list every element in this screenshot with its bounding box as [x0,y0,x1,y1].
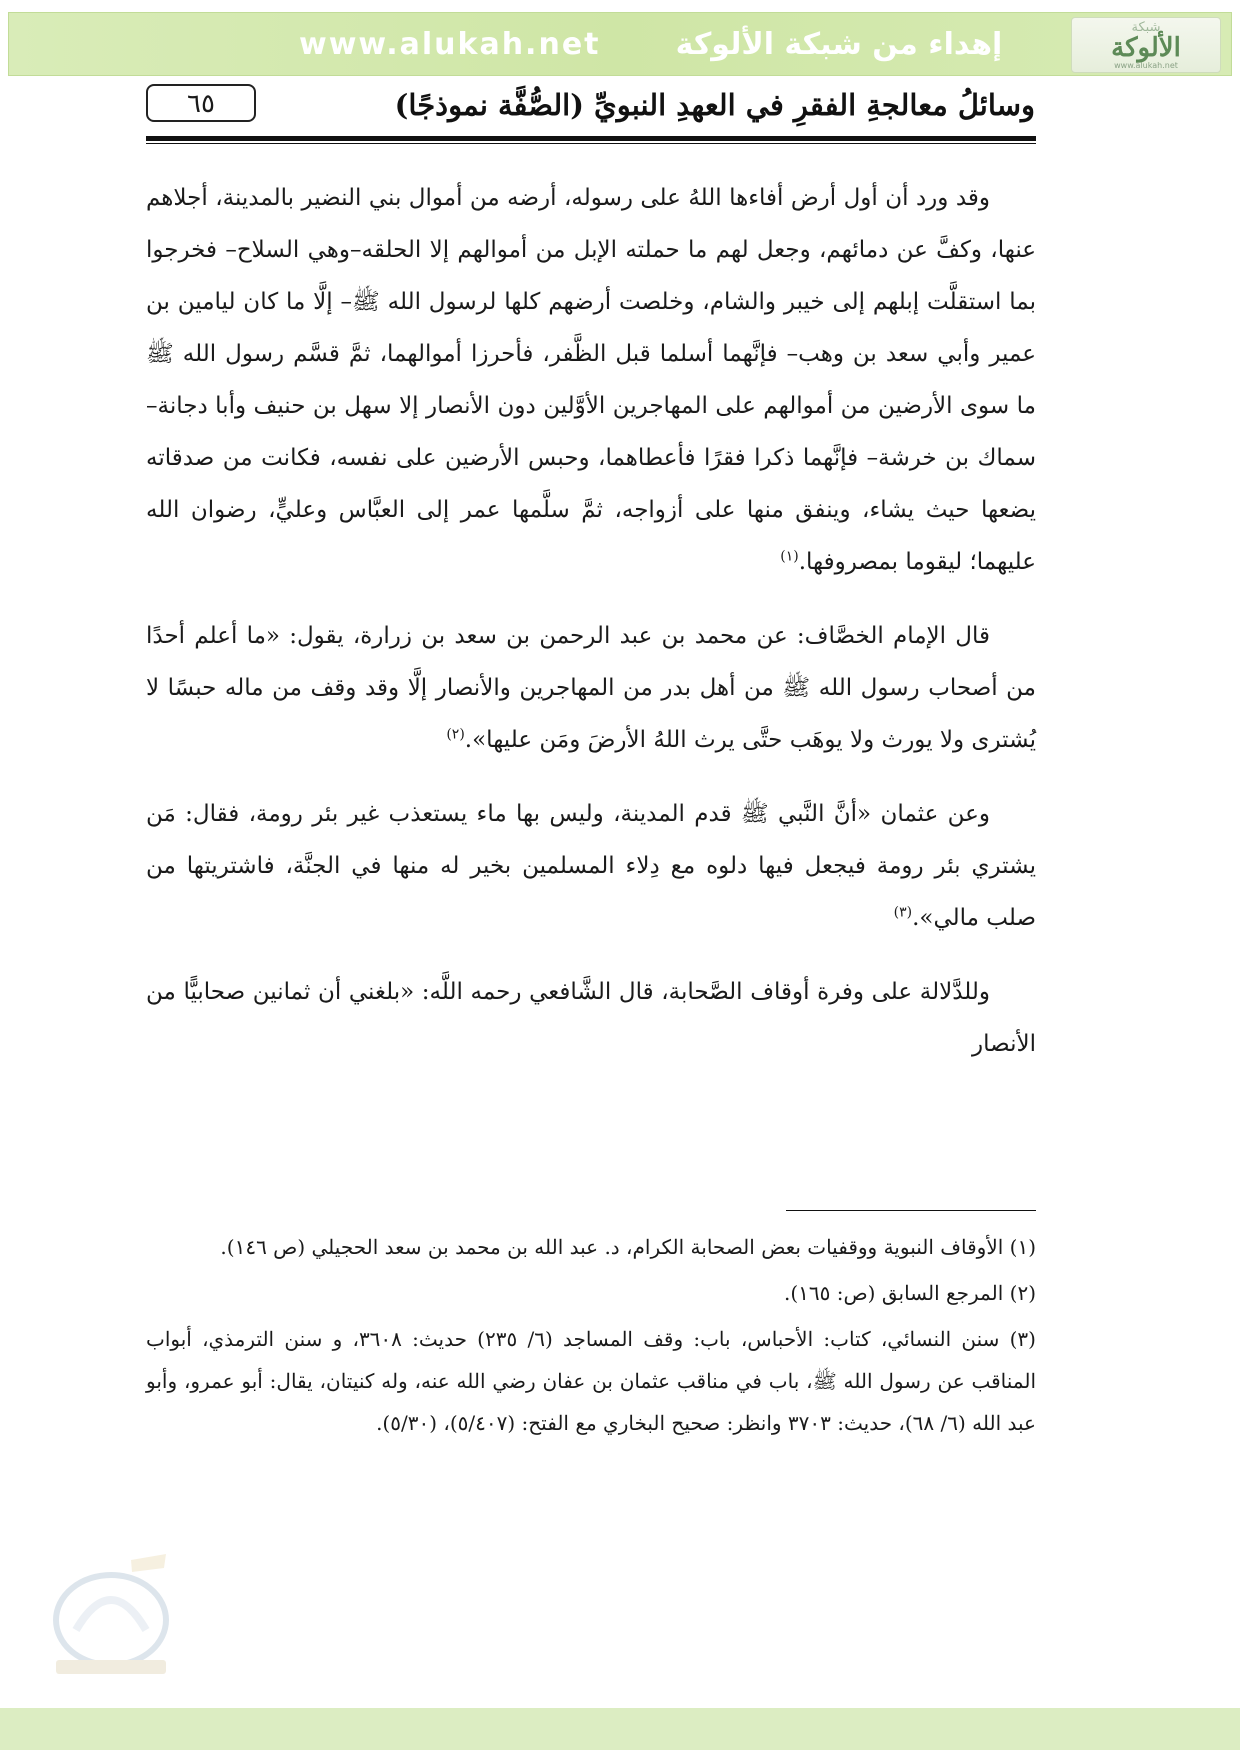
page-header-title: وسائلُ معالجةِ الفقرِ في العهدِ النبويِّ (الصُّفَّة نموذجًا) [394,88,1035,122]
alukah-logo[interactable] [1071,17,1221,73]
footnote-ref: (٣) [893,904,913,921]
footnote-separator [786,1210,1036,1211]
banner-url[interactable]: www.alukah.net [299,27,601,62]
paragraph-text: وعن عثمان «أنَّ النَّبي ﷺ قدم المدينة، وليس بها ماء يستعذب غير بئر رومة، فقال: مَن يشتري بئر رومة فيجعل فيها دلوه مع دِلاء المسلمين بخير له منها في الجنَّة، فاشتريتها من صلب مالي». [146,801,1036,931]
footnote-ref: (٢) [446,726,465,743]
footnote: (٣) سنن النسائي، كتاب: الأحباس، باب: وقف المساجد (٦/ ٢٣٥) حديث: ٣٦٠٨، و سنن الترمذي، أبواب المناقب عن رسول الله ﷺ، باب في مناقب عثمان بن عفان رضي الله عنه، وله كنيتان، يقال: أبو عمرو، وأبو عبد الله (٦/ ٦٨)، حديث: ٣٧٠٣ وانظر: صحيح البخاري مع الفتح: (٥/٤٠٧)، (٥/٣٠). [146,1327,1036,1435]
logo-sub-text: www.alukah.net [1114,61,1178,70]
logo-main-text: الألوكة [1111,33,1181,63]
footnotes [146,1226,1036,1448]
footnote: (١) الأوقاف النبوية ووقفيات بعض الصحابة الكرام، د. عبد الله بن محمد بن سعد الحجيلي (ص ١٤٦). [220,1235,1036,1259]
paragraph [146,788,1036,944]
paragraph [146,610,1036,766]
paragraph-text: وللدَّلالة على وفرة أوقاف الصَّحابة، قال الشَّافعي رحمه اللَّه: «بلغني أن ثمانين صحابيًّا من الأنصار [146,979,1036,1057]
header-rule [146,136,1036,141]
new-exclusive-watermark-icon [36,1550,186,1680]
top-banner [8,12,1232,76]
footnote-ref: (١) [780,548,799,565]
paragraph-text: قال الإمام الخصَّاف: عن محمد بن عبد الرحمن بن سعد بن زرارة، يقول: «ما أعلم أحدًا من أصحاب رسول الله ﷺ من أهل بدر من المهاجرين والأنصار إلَّا وقد وقف من ماله حبسًا لا يُشترى ولا يورث ولا يوهَب حتَّى يرث اللهُ الأرضَ ومَن عليها». [146,623,1036,753]
main-text [146,172,1036,1092]
banner-gift-text: إهداء من شبكة الألوكة [675,27,1003,62]
bottom-strip [0,1708,1240,1750]
page-number: ٦٥ [146,84,256,122]
header-rule-thin [146,143,1036,144]
footnote: (٢) المرجع السابق (ص: ١٦٥). [783,1281,1036,1305]
paragraph [146,966,1036,1070]
paragraph [146,172,1036,588]
logo-top-text: شبكة [1131,20,1161,35]
paragraph-text: وقد ورد أن أول أرض أفاءها اللهُ على رسوله، أرضه من أموال بني النضير بالمدينة، أجلاهم عنها، وكفَّ عن دمائهم، وجعل لهم ما حملته الإبل من أموالهم إلا الحلقه–وهي السلاح– فخرجوا بما استقلَّت إبلهم إلى خيبر والشام، وخلصت أرضهم كلها لرسول الله ﷺ– إلَّا ما كان ليامين بن عمير وأبي سعد بن وهب– فإنَّهما أسلما قبل الظَّفر، فأحرزا أموالهما، ثمَّ قسَّم رسول الله ﷺ ما سوى الأرضين من أموالهم على المهاجرين الأوَّلين دون الأنصار إلا سهل بن حنيف وأبا دجانة–سماك بن خرشة– فإنَّهما ذكرا فقرًا فأعطاهما، وحبس الأرضين على نفسه، فكانت من صدقاته يضعها حيث يشاء، وينفق منها على أزواجه، ثمَّ سلَّمها عمر إلى العبَّاس وعليٍّ، رضوان الله عليهما؛ ليقوما بمصروفها. [146,185,1036,575]
